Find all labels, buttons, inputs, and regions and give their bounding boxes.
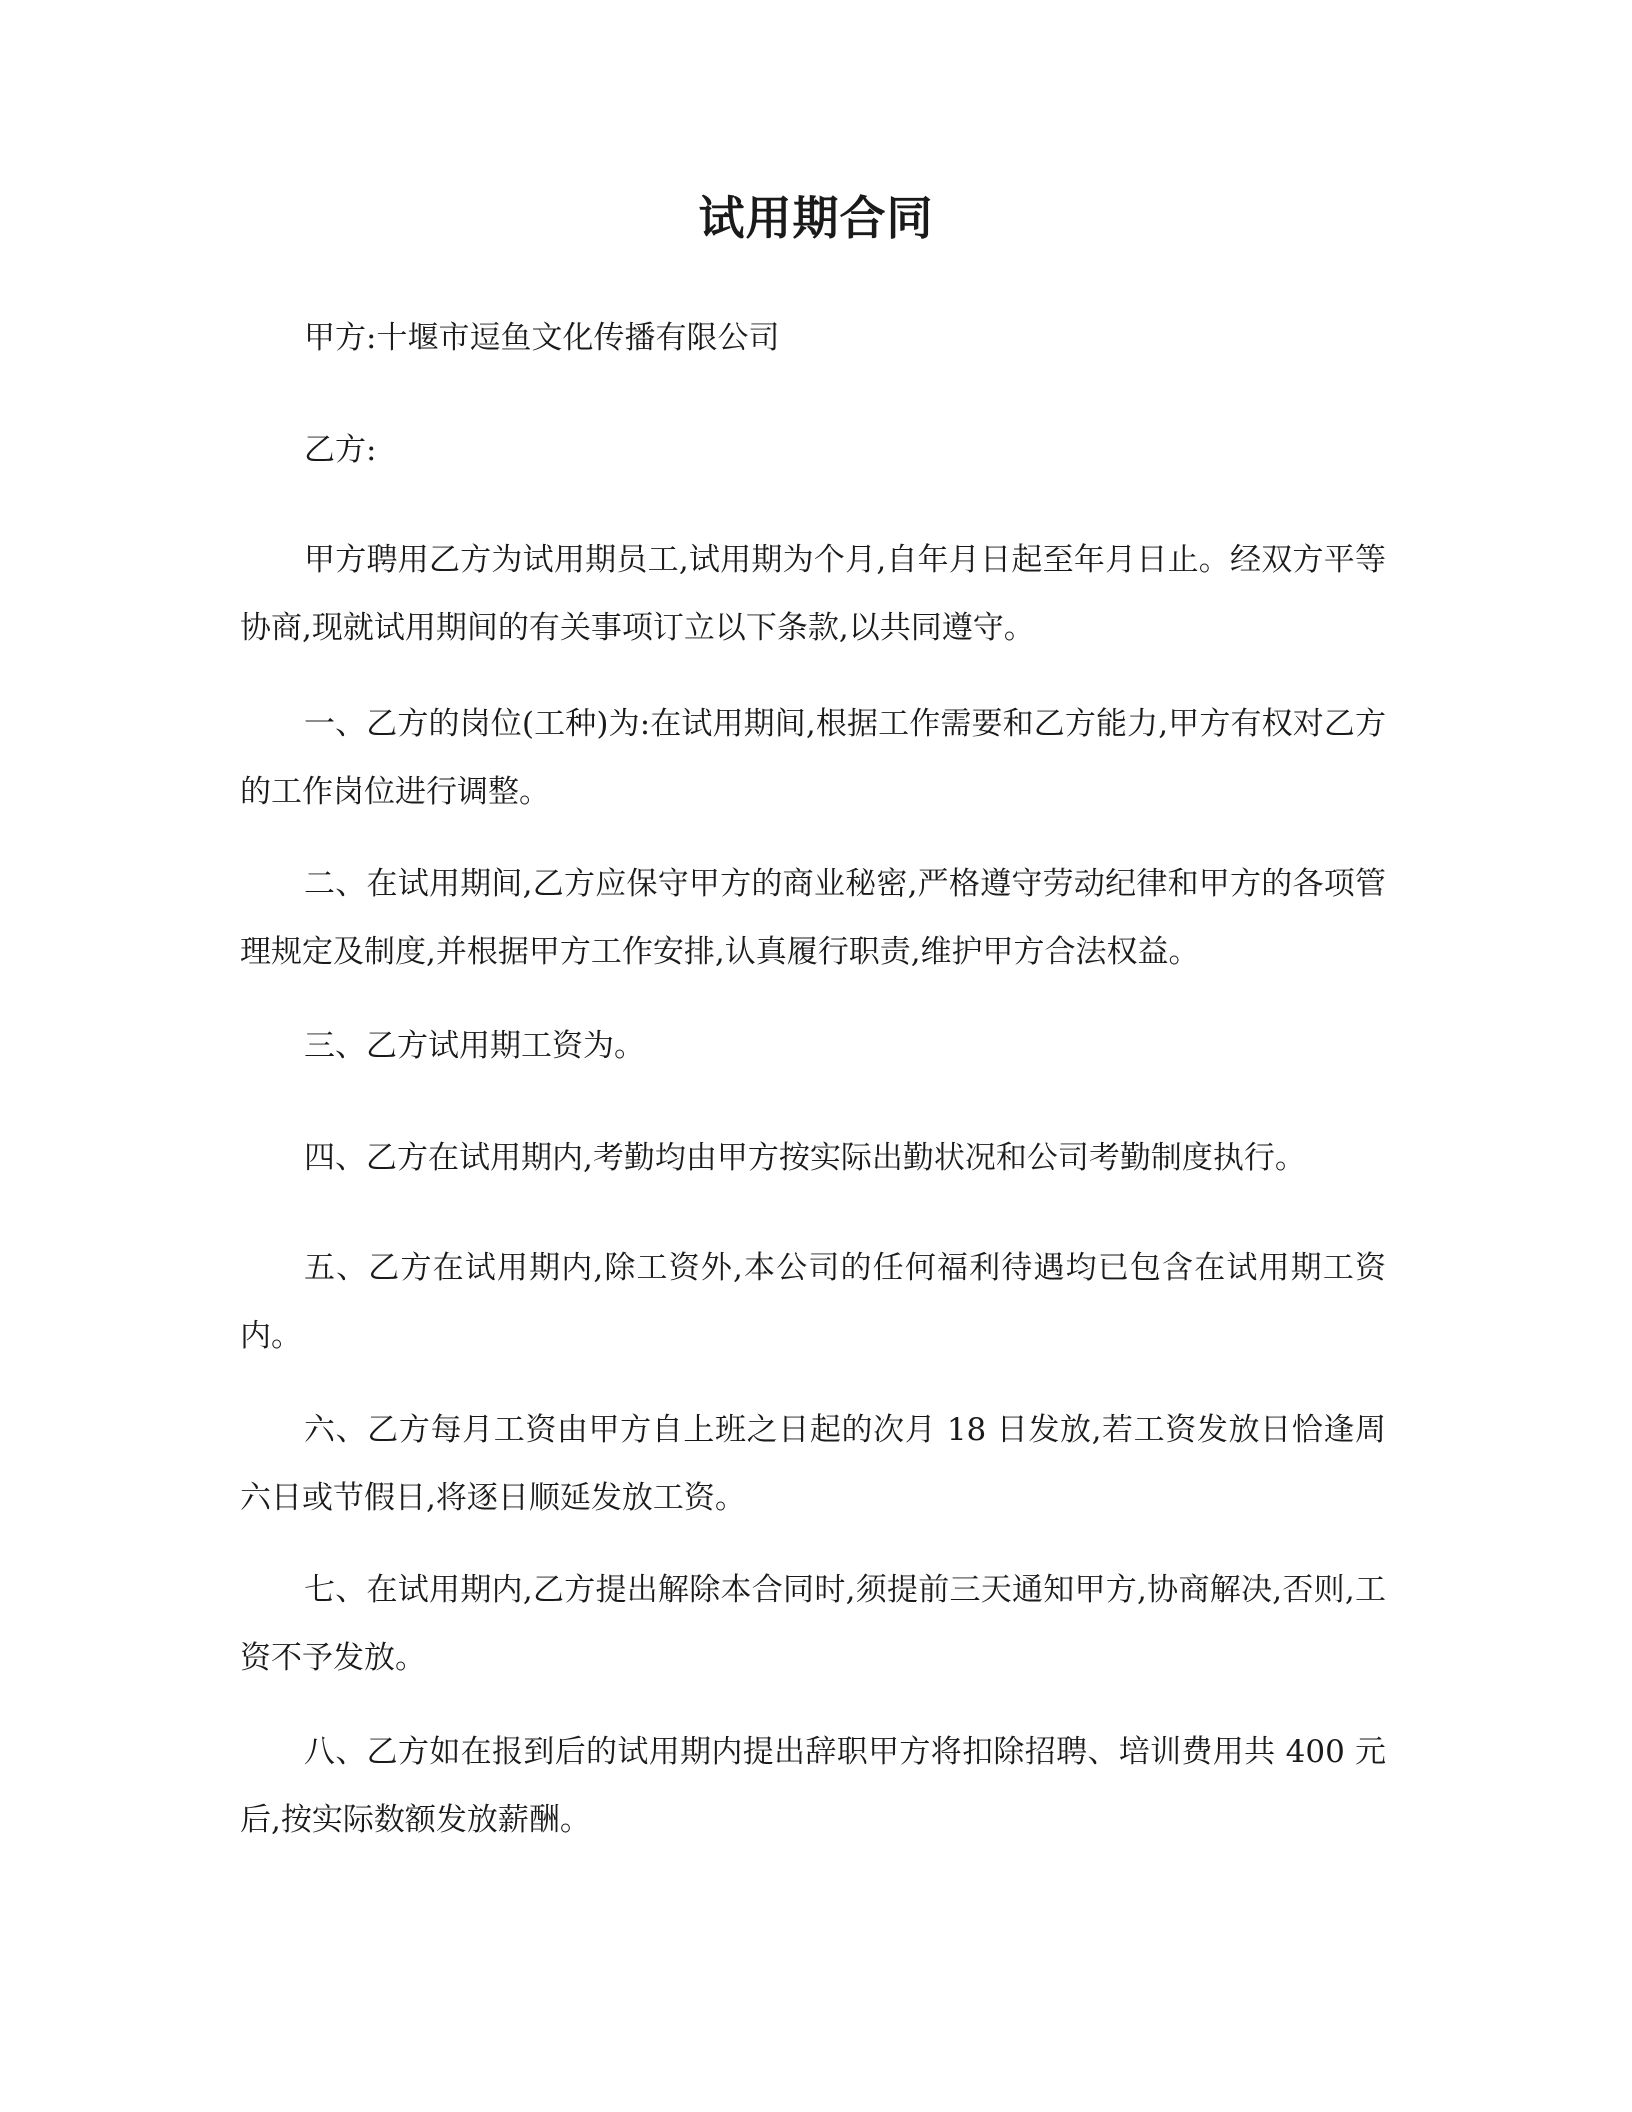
clause-1: 一、乙方的岗位(工种)为:在试用期间,根据工作需要和乙方能力,甲方有权对乙方的工作岗位进行调整。 bbox=[240, 706, 1386, 810]
clause-5: 五、乙方在试用期内,除工资外,本公司的任何福利待遇均已包含在试用期工资内。 bbox=[240, 1250, 1386, 1354]
clause-2: 二、在试用期间,乙方应保守甲方的商业秘密,严格遵守劳动纪律和甲方的各项管理规定及制度,并根据甲方工作安排,认真履行职责,维护甲方合法权益。 bbox=[240, 866, 1386, 970]
clause-7: 七、在试用期内,乙方提出解除本合同时,须提前三天通知甲方,协商解决,否则,工资不予发放。 bbox=[240, 1572, 1386, 1676]
intro-paragraph: 甲方聘用乙方为试用期员工,试用期为个月,自年月日起至年月日止。经双方平等协商,现就试用期间的有关事项订立以下条款,以共同遵守。 bbox=[240, 542, 1386, 646]
clause-6: 六、乙方每月工资由甲方自上班之日起的次月 18 日发放,若工资发放日恰逢周六日或节假日,将逐日顺延发放工资。 bbox=[240, 1412, 1386, 1516]
clause-8: 八、乙方如在报到后的试用期内提出辞职甲方将扣除招聘、培训费用共 400 元后,按实际数额发放薪酬。 bbox=[240, 1734, 1386, 1838]
party-b-line: 乙方: bbox=[304, 432, 377, 468]
clause-3: 三、乙方试用期工资为。 bbox=[304, 1028, 645, 1064]
party-a-line: 甲方:十堰市逗鱼文化传播有限公司 bbox=[304, 320, 780, 356]
clause-4: 四、乙方在试用期内,考勤均由甲方按实际出勤状况和公司考勤制度执行。 bbox=[304, 1140, 1306, 1176]
document-title: 试用期合同 bbox=[698, 191, 934, 245]
